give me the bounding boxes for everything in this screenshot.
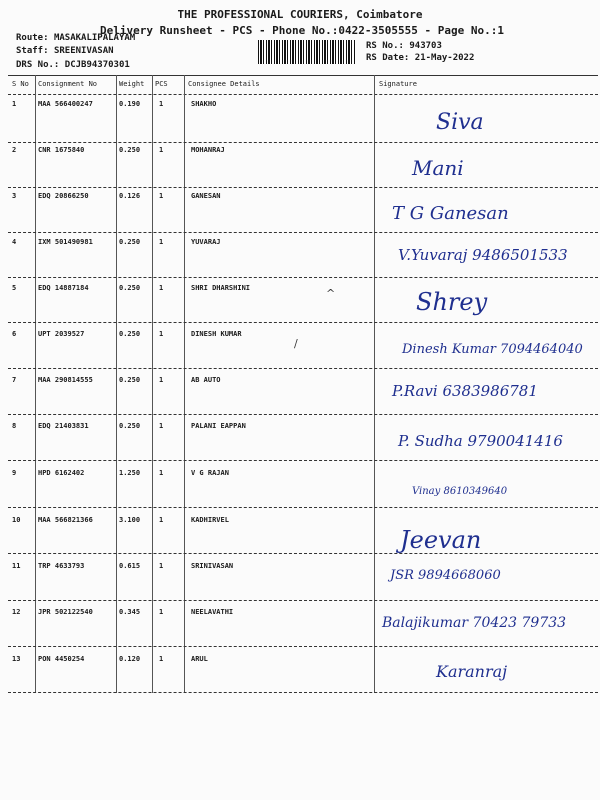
- row-11-consignee: SRINIVASAN: [191, 562, 234, 570]
- row-10-consignment: MAA 566821366: [38, 516, 93, 524]
- row-4-consignment: IXM 501490981: [38, 238, 93, 246]
- row-11-signature: JSR 9894668060: [390, 568, 501, 583]
- row-13-consignment: PON 4450254: [38, 655, 85, 663]
- staff-label: Staff:: [16, 46, 49, 56]
- row-12-consignment: JPR 502122540: [38, 608, 93, 616]
- row-3-consignment: EDQ 20866250: [38, 192, 89, 200]
- row-6-signature: Dinesh Kumar 7094464040: [402, 342, 583, 357]
- col-sno: S No: [12, 80, 29, 88]
- row-12-signature: Balajikumar 70423 79733: [382, 615, 567, 631]
- row-12-consignee: NEELAVATHI: [191, 608, 234, 616]
- row-11-consignment: TRP 4633793: [38, 562, 85, 570]
- row-6-consignee: DINESH KUMAR: [191, 330, 242, 338]
- row-5-consignment: EDQ 14887184: [38, 284, 89, 292]
- row-2-consignee: MOHANRAJ: [191, 146, 225, 154]
- row-9-signature: Vinay 8610349640: [412, 486, 508, 497]
- row-3-sno: 3: [12, 192, 17, 200]
- row-9-consignee: V G RAJAN: [191, 469, 229, 477]
- row-5-signature: Shrey: [416, 288, 488, 316]
- row-4-weight: 0.250: [119, 238, 141, 246]
- row-13-signature: Karanraj: [436, 662, 508, 681]
- row-11-sno: 11: [12, 562, 21, 570]
- row-5-weight: 0.250: [119, 284, 141, 292]
- row-12-weight: 0.345: [119, 608, 141, 616]
- row-divider: [8, 507, 598, 508]
- row-8-sno: 8: [12, 422, 17, 430]
- col-consignee: Consignee Details: [188, 80, 260, 88]
- row-8-signature: P. Sudha 9790041416: [398, 432, 563, 450]
- row-6-pcs: 1: [159, 330, 164, 338]
- row-5-pcs: 1: [159, 284, 164, 292]
- row-divider: [8, 414, 598, 415]
- row-1-consignment: MAA 566400247: [38, 100, 93, 108]
- row-7-signature: P.Ravi 6383986781: [392, 382, 538, 400]
- rs-date-line: [366, 53, 474, 63]
- row-2-consignment: CNR 1675840: [38, 146, 85, 154]
- table-bottom-rule: [8, 692, 598, 693]
- rs-no-value: 943703: [409, 41, 442, 51]
- row-10-signature: Jeevan: [400, 526, 482, 554]
- row-7-weight: 0.250: [119, 376, 141, 384]
- table-header-rule: [8, 94, 598, 95]
- row-1-pcs: 1: [159, 100, 164, 108]
- row-9-pcs: 1: [159, 469, 164, 477]
- row-8-consignment: EDQ 21403831: [38, 422, 89, 430]
- row-10-pcs: 1: [159, 516, 164, 524]
- row-2-pcs: 1: [159, 146, 164, 154]
- row-4-consignee: YUVARAJ: [191, 238, 221, 246]
- row-8-consignee: PALANI EAPPAN: [191, 422, 246, 430]
- row-divider: [8, 460, 598, 461]
- row-1-sno: 1: [12, 100, 17, 108]
- route-label: Route:: [16, 33, 49, 43]
- col-signature: Signature: [379, 80, 417, 88]
- row-7-sno: 7: [12, 376, 17, 384]
- staff-value: SREENIVASAN: [53, 46, 114, 56]
- row-4-sno: 4: [12, 238, 17, 246]
- row-divider: [8, 232, 598, 233]
- row-11-weight: 0.615: [119, 562, 141, 570]
- row-6-consignment: UPT 2039527: [38, 330, 85, 338]
- row-3-pcs: 1: [159, 192, 164, 200]
- row-13-sno: 13: [12, 655, 21, 663]
- row-13-consignee: ARUL: [191, 655, 208, 663]
- row-12-sno: 12: [12, 608, 21, 616]
- row-11-pcs: 1: [159, 562, 164, 570]
- staff-line: [16, 46, 114, 56]
- route-line: [16, 33, 135, 43]
- row-9-consignment: HPD 6162402: [38, 469, 85, 477]
- barcode: [258, 40, 356, 64]
- row-6-weight: 0.250: [119, 330, 141, 338]
- row-10-sno: 10: [12, 516, 21, 524]
- row-2-sno: 2: [12, 146, 17, 154]
- row-5-consignee: SHRI DHARSHINI: [191, 284, 251, 292]
- row-7-pcs: 1: [159, 376, 164, 384]
- row-9-sno: 9: [12, 469, 17, 477]
- row-divider: [8, 187, 598, 188]
- rs-date-label: RS Date:: [366, 53, 410, 63]
- row-2-signature: Mani: [412, 156, 464, 180]
- row-divider: [8, 277, 598, 278]
- row-13-pcs: 1: [159, 655, 164, 663]
- row-4-pcs: 1: [159, 238, 164, 246]
- row-10-weight: 3.100: [119, 516, 141, 524]
- row-divider: [8, 142, 598, 143]
- row-1-consignee: SHAKHO: [191, 100, 217, 108]
- rs-date-value: 21-May-2022: [414, 53, 475, 63]
- row-8-weight: 0.250: [119, 422, 141, 430]
- drs-value: DCJB94370301: [64, 60, 130, 70]
- col-pcs: PCS: [155, 80, 168, 88]
- row-6-sno: 6: [12, 330, 17, 338]
- row-2-weight: 0.250: [119, 146, 141, 154]
- row-5-sno: 5: [12, 284, 17, 292]
- drs-line: [16, 60, 130, 70]
- row-3-signature: T G Ganesan: [392, 203, 509, 224]
- table-top-rule: [8, 75, 598, 76]
- row-divider: [8, 368, 598, 369]
- row-3-weight: 0.126: [119, 192, 141, 200]
- pen-mark: ^: [326, 287, 336, 300]
- row-12-pcs: 1: [159, 608, 164, 616]
- rs-no-label: RS No.:: [366, 41, 404, 51]
- col-consignment: Consignment No: [38, 80, 98, 88]
- row-4-signature: V.Yuvaraj 9486501533: [398, 246, 568, 264]
- drs-label: DRS No.:: [16, 60, 60, 70]
- row-divider: [8, 646, 598, 647]
- row-10-consignee: KADHIRVEL: [191, 516, 229, 524]
- row-9-weight: 1.250: [119, 469, 141, 477]
- rs-no-line: [366, 41, 442, 51]
- row-divider: [8, 600, 598, 601]
- row-8-pcs: 1: [159, 422, 164, 430]
- col-weight: Weight: [119, 80, 145, 88]
- row-13-weight: 0.120: [119, 655, 141, 663]
- route-value: MASAKALIPALAYAM: [53, 33, 136, 43]
- row-3-consignee: GANESAN: [191, 192, 221, 200]
- runsheet-title: Delivery Runsheet - PCS - Phone No.:0422-3505555 - Page No.:1: [100, 24, 504, 37]
- row-divider: [8, 553, 598, 554]
- row-7-consignee: AB AUTO: [191, 376, 221, 384]
- row-7-consignment: MAA 290814555: [38, 376, 93, 384]
- pen-mark: /: [294, 337, 298, 350]
- row-1-signature: Siva: [436, 110, 484, 135]
- company-title: THE PROFESSIONAL COURIERS, Coimbatore: [177, 8, 423, 21]
- row-1-weight: 0.190: [119, 100, 141, 108]
- row-divider: [8, 322, 598, 323]
